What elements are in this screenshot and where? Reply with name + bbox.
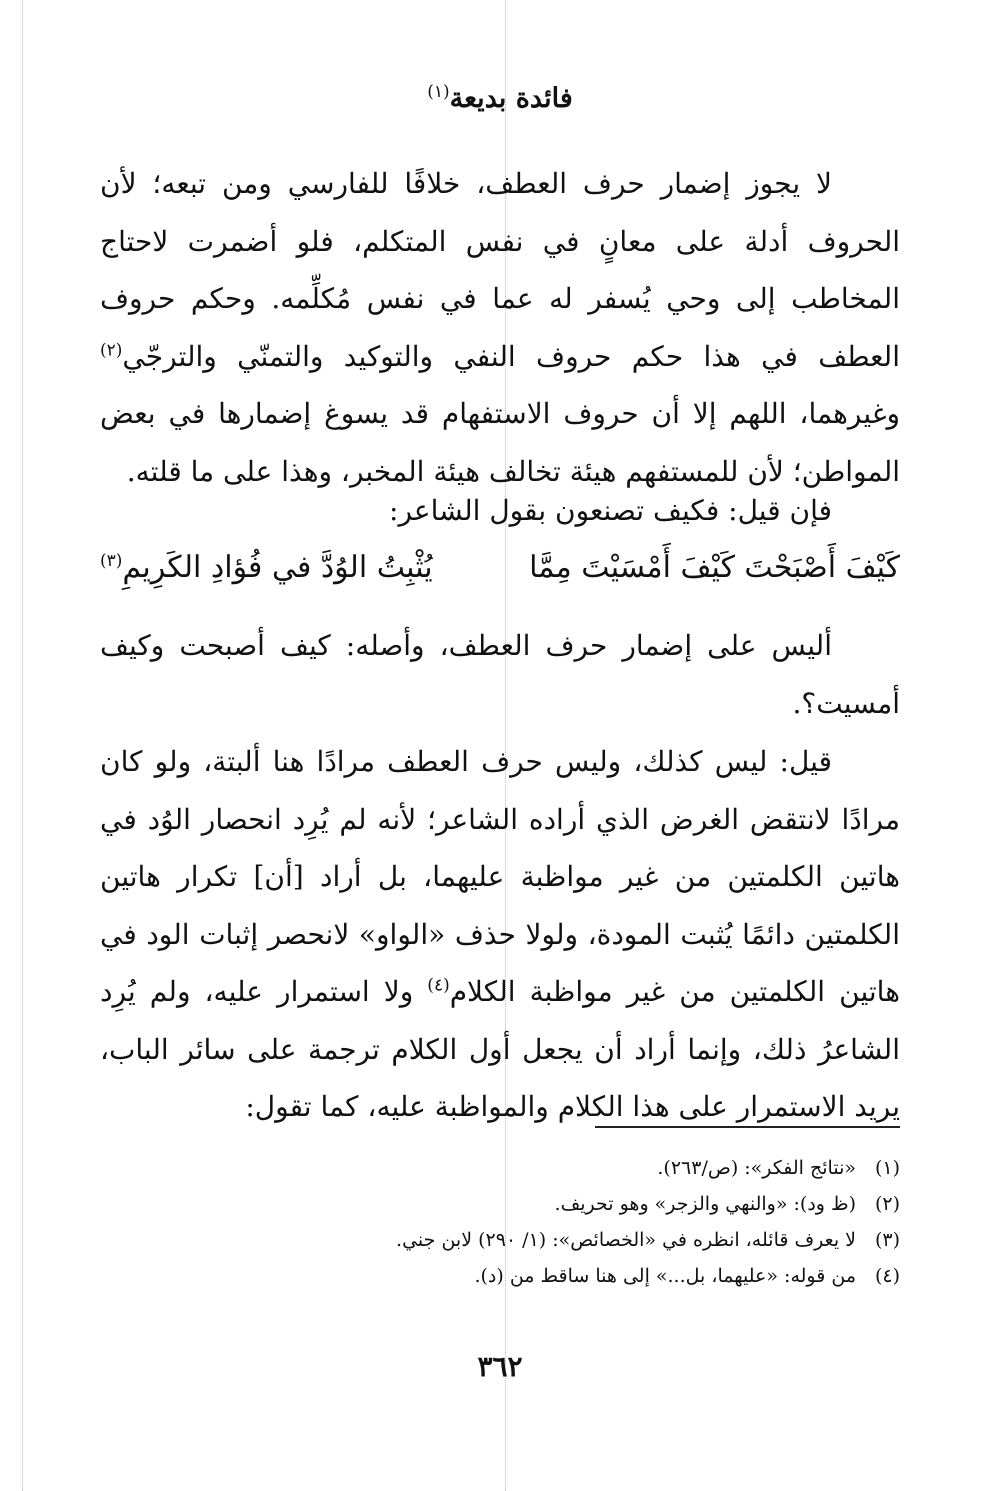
paragraph-4-text-b: ولا استمرار عليه، ولم يُرِد الشاعرُ ذلك، وإنما أراد أن يجعل أول الكلام ترجمة على سائر الباب، يريد الاستمرار على هذا الكلام والمواظبة عليه، كما تقول: bbox=[100, 975, 900, 1123]
footnote-item bbox=[100, 1222, 900, 1258]
paragraph-3 bbox=[100, 617, 900, 732]
footnotes bbox=[100, 1150, 900, 1294]
section-heading bbox=[0, 82, 1000, 114]
paragraph-1-footnote-ref: (٢) bbox=[100, 340, 123, 361]
paragraph-4-footnote-ref: (٤) bbox=[427, 975, 450, 996]
footnote-number: (١) bbox=[874, 1157, 900, 1179]
footnote-text: من قوله: «عليهما، بل...» إلى هنا ساقط من (د). bbox=[474, 1265, 856, 1287]
footnote-item bbox=[100, 1258, 900, 1294]
paragraph-1-continuation: وغيرهما، اللهم إلا أن حروف الاستفهام قد يسوغ إضمارها في بعض المواطن؛ لأن للمستفهم هيئة تخالف هيئة المخبر، وهذا على ما قلته. bbox=[100, 397, 900, 488]
verse-first-half: كَيْفَ أَصْبَحْتَ كَيْفَ أَمْسَيْتَ مِمَّا bbox=[529, 550, 900, 585]
footnote-text: لا يعرف قائله، انظره في «الخصائص»: (١/ ٢٩٠) لابن جني. bbox=[396, 1229, 856, 1251]
verse-second-half-wrap bbox=[100, 550, 433, 585]
footnote-number: (٣) bbox=[874, 1229, 900, 1251]
footnote-item bbox=[100, 1150, 900, 1186]
heading-title: فائدة بديعة bbox=[449, 83, 573, 114]
paragraph-question bbox=[100, 482, 900, 540]
paragraph-4-text-a: قيل: ليس كذلك، وليس حرف العطف مرادًا هنا ألبتة، ولو كان مرادًا لانتقض الغرض الذي أراده الشاعر؛ لأنه لم يُرِد انحصار الوُد في هاتين الكلمتين من غير مواظبة عليهما، بل أراد [أن] تكرار هاتين الكلمتين دائمًا يُثبت المودة، ولولا حذف «الواو» لانحصر إثبات الود في هاتين الكلمتين من غير مواظبة الكلام bbox=[100, 745, 900, 1008]
scan-margin-guide bbox=[22, 0, 23, 1491]
paragraph-1 bbox=[100, 155, 900, 500]
paragraph-4 bbox=[100, 733, 900, 1136]
heading-footnote-ref: (١) bbox=[427, 82, 450, 102]
footnote-number: (٤) bbox=[874, 1265, 900, 1287]
question-text: فإن قيل: فكيف تصنعون بقول الشاعر: bbox=[389, 494, 832, 527]
paragraph-3-text: أليس على إضمار حرف العطف، وأصله: كيف أصبحت وكيف أمسيت؟. bbox=[100, 629, 900, 720]
footnote-text: «نتائج الفكر»: (ص/٢٦٣). bbox=[657, 1157, 856, 1179]
verse-footnote-ref: (٣) bbox=[100, 551, 123, 571]
footnote-separator bbox=[595, 1126, 900, 1128]
footnote-item bbox=[100, 1186, 900, 1222]
paragraph-1-text: لا يجوز إضمار حرف العطف، خلافًا للفارسي ومن تبعه؛ لأن الحروف أدلة على معانٍ في نفس المتكلم، فلو أضمرت لاحتاج المخاطب إلى وحي يُسفر له عما في نفس مُكلِّمه. وحكم حروف العطف في هذا حكم حروف النفي والتوكيد والتمنّي والترجّي bbox=[100, 167, 900, 373]
footnote-number: (٢) bbox=[874, 1193, 900, 1215]
poetry-verse bbox=[100, 540, 900, 610]
verse-second-half: يُثْبِتُ الوُدَّ في فُؤادِ الكَرِيمِ bbox=[122, 550, 433, 585]
footnote-text: (ظ ود): «والنهي والزجر» وهو تحريف. bbox=[554, 1193, 856, 1215]
page-number: ٣٦٢ bbox=[477, 1350, 523, 1383]
